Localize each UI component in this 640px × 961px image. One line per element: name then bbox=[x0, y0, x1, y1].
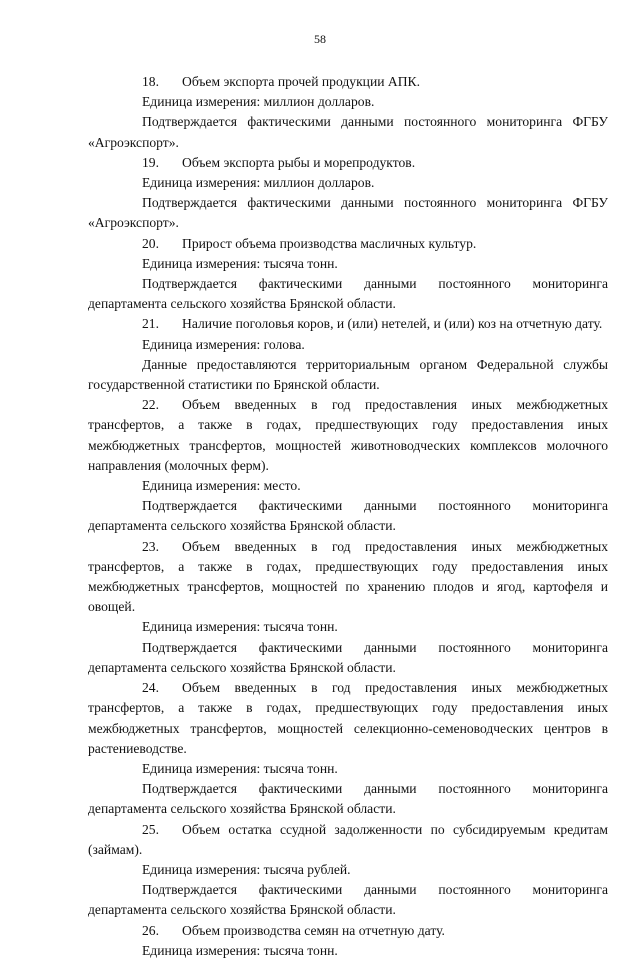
paragraph bbox=[88, 335, 608, 355]
numbered-paragraph bbox=[88, 678, 608, 759]
numbered-paragraph bbox=[88, 537, 608, 618]
item-number: 26. bbox=[142, 922, 159, 938]
paragraph-text: Наличие поголовья коров, и (или) нетелей, и (или) коз на отчетную дату. bbox=[182, 316, 603, 332]
paragraph bbox=[88, 779, 608, 819]
paragraph-text: Объем остатка ссудной задолженности по субсидируемым кредитам (займам). bbox=[88, 821, 608, 857]
paragraph bbox=[88, 880, 608, 920]
paragraph-text: Объем введенных в год предоставления иных межбюджетных трансфертов, а также в годах, предшествующих году предоставления иных межбюджетных трансфертов, мощностей по хранению плодов и ягод, картофеля и овощей. bbox=[88, 538, 608, 615]
paragraph bbox=[88, 355, 608, 395]
item-number: 20. bbox=[142, 235, 159, 251]
paragraph-text: Объем экспорта рыбы и морепродуктов. bbox=[182, 154, 416, 170]
paragraph bbox=[88, 860, 608, 880]
numbered-paragraph bbox=[88, 153, 608, 173]
item-number: 23. bbox=[142, 538, 159, 554]
paragraph-text: Единица измерения: миллион долларов. bbox=[142, 175, 375, 191]
paragraph-text: Единица измерения: тысяча тонн. bbox=[142, 760, 338, 776]
paragraph bbox=[88, 476, 608, 496]
item-number: 21. bbox=[142, 316, 159, 332]
paragraph bbox=[88, 638, 608, 678]
page-number: 58 bbox=[314, 32, 326, 46]
paragraph-text: Подтверждается фактическими данными постоянного мониторинга департамента сельского хозяйства Брянской области. bbox=[88, 639, 608, 675]
numbered-paragraph bbox=[88, 395, 608, 476]
paragraph bbox=[88, 941, 608, 961]
paragraph-text: Подтверждается фактическими данными постоянного мониторинга департамента сельского хозяйства Брянской области. bbox=[88, 498, 608, 534]
item-number: 22. bbox=[142, 397, 159, 413]
item-number: 19. bbox=[142, 154, 159, 170]
paragraph-text: Подтверждается фактическими данными постоянного мониторинга ФГБУ «Агроэкспорт». bbox=[88, 114, 608, 150]
paragraph-text: Единица измерения: место. bbox=[142, 478, 301, 494]
paragraph-text: Прирост объема производства масличных культур. bbox=[182, 235, 477, 251]
document-body bbox=[88, 72, 608, 961]
paragraph-text: Подтверждается фактическими данными постоянного мониторинга департамента сельского хозяйства Брянской области. bbox=[88, 882, 608, 918]
paragraph bbox=[88, 112, 608, 152]
paragraph-text: Объем введенных в год предоставления иных межбюджетных трансфертов, а также в годах, предшествующих году предоставления иных межбюджетных трансфертов, мощностей селекционно-семеноводческих центров в растениеводстве. bbox=[88, 680, 608, 756]
paragraph bbox=[88, 173, 608, 193]
paragraph-text: Единица измерения: тысяча тонн. bbox=[142, 942, 338, 958]
paragraph-text: Объем экспорта прочей продукции АПК. bbox=[182, 74, 420, 89]
numbered-paragraph bbox=[88, 314, 608, 334]
paragraph bbox=[88, 254, 608, 274]
paragraph bbox=[88, 193, 608, 233]
item-number: 18. bbox=[142, 74, 159, 89]
numbered-paragraph bbox=[88, 820, 608, 860]
numbered-paragraph bbox=[88, 921, 608, 941]
paragraph-text: Данные предоставляются территориальным органом Федеральной службы государственной статистики по Брянской области. bbox=[88, 356, 608, 393]
paragraph bbox=[88, 759, 608, 779]
paragraph-text: Единица измерения: голова. bbox=[142, 336, 305, 352]
paragraph bbox=[88, 274, 608, 314]
numbered-paragraph bbox=[88, 234, 608, 254]
paragraph bbox=[88, 617, 608, 637]
paragraph-text: Единица измерения: тысяча тонн. bbox=[142, 619, 338, 635]
paragraph-text: Единица измерения: тысяча тонн. bbox=[142, 255, 338, 271]
numbered-paragraph bbox=[88, 72, 608, 92]
item-number: 25. bbox=[142, 821, 159, 837]
paragraph-text: Подтверждается фактическими данными постоянного мониторинга ФГБУ «Агроэкспорт». bbox=[88, 195, 608, 231]
paragraph-text: Единица измерения: тысяча рублей. bbox=[142, 861, 351, 877]
paragraph-text: Объем производства семян на отчетную дату. bbox=[182, 922, 445, 938]
paragraph-text: Единица измерения: миллион долларов. bbox=[142, 94, 375, 110]
paragraph-text: Подтверждается фактическими данными постоянного мониторинга департамента сельского хозяйства Брянской области. bbox=[88, 276, 608, 312]
paragraph bbox=[88, 92, 608, 112]
paragraph bbox=[88, 496, 608, 536]
paragraph-text: Подтверждается фактическими данными постоянного мониторинга департамента сельского хозяйства Брянской области. bbox=[88, 781, 608, 817]
paragraph-text: Объем введенных в год предоставления иных межбюджетных трансфертов, а также в годах, предшествующих году предоставления иных межбюджетных трансфертов, мощностей животноводческих комплексов молочного направления (молочных ферм). bbox=[88, 397, 608, 473]
item-number: 24. bbox=[142, 680, 159, 696]
